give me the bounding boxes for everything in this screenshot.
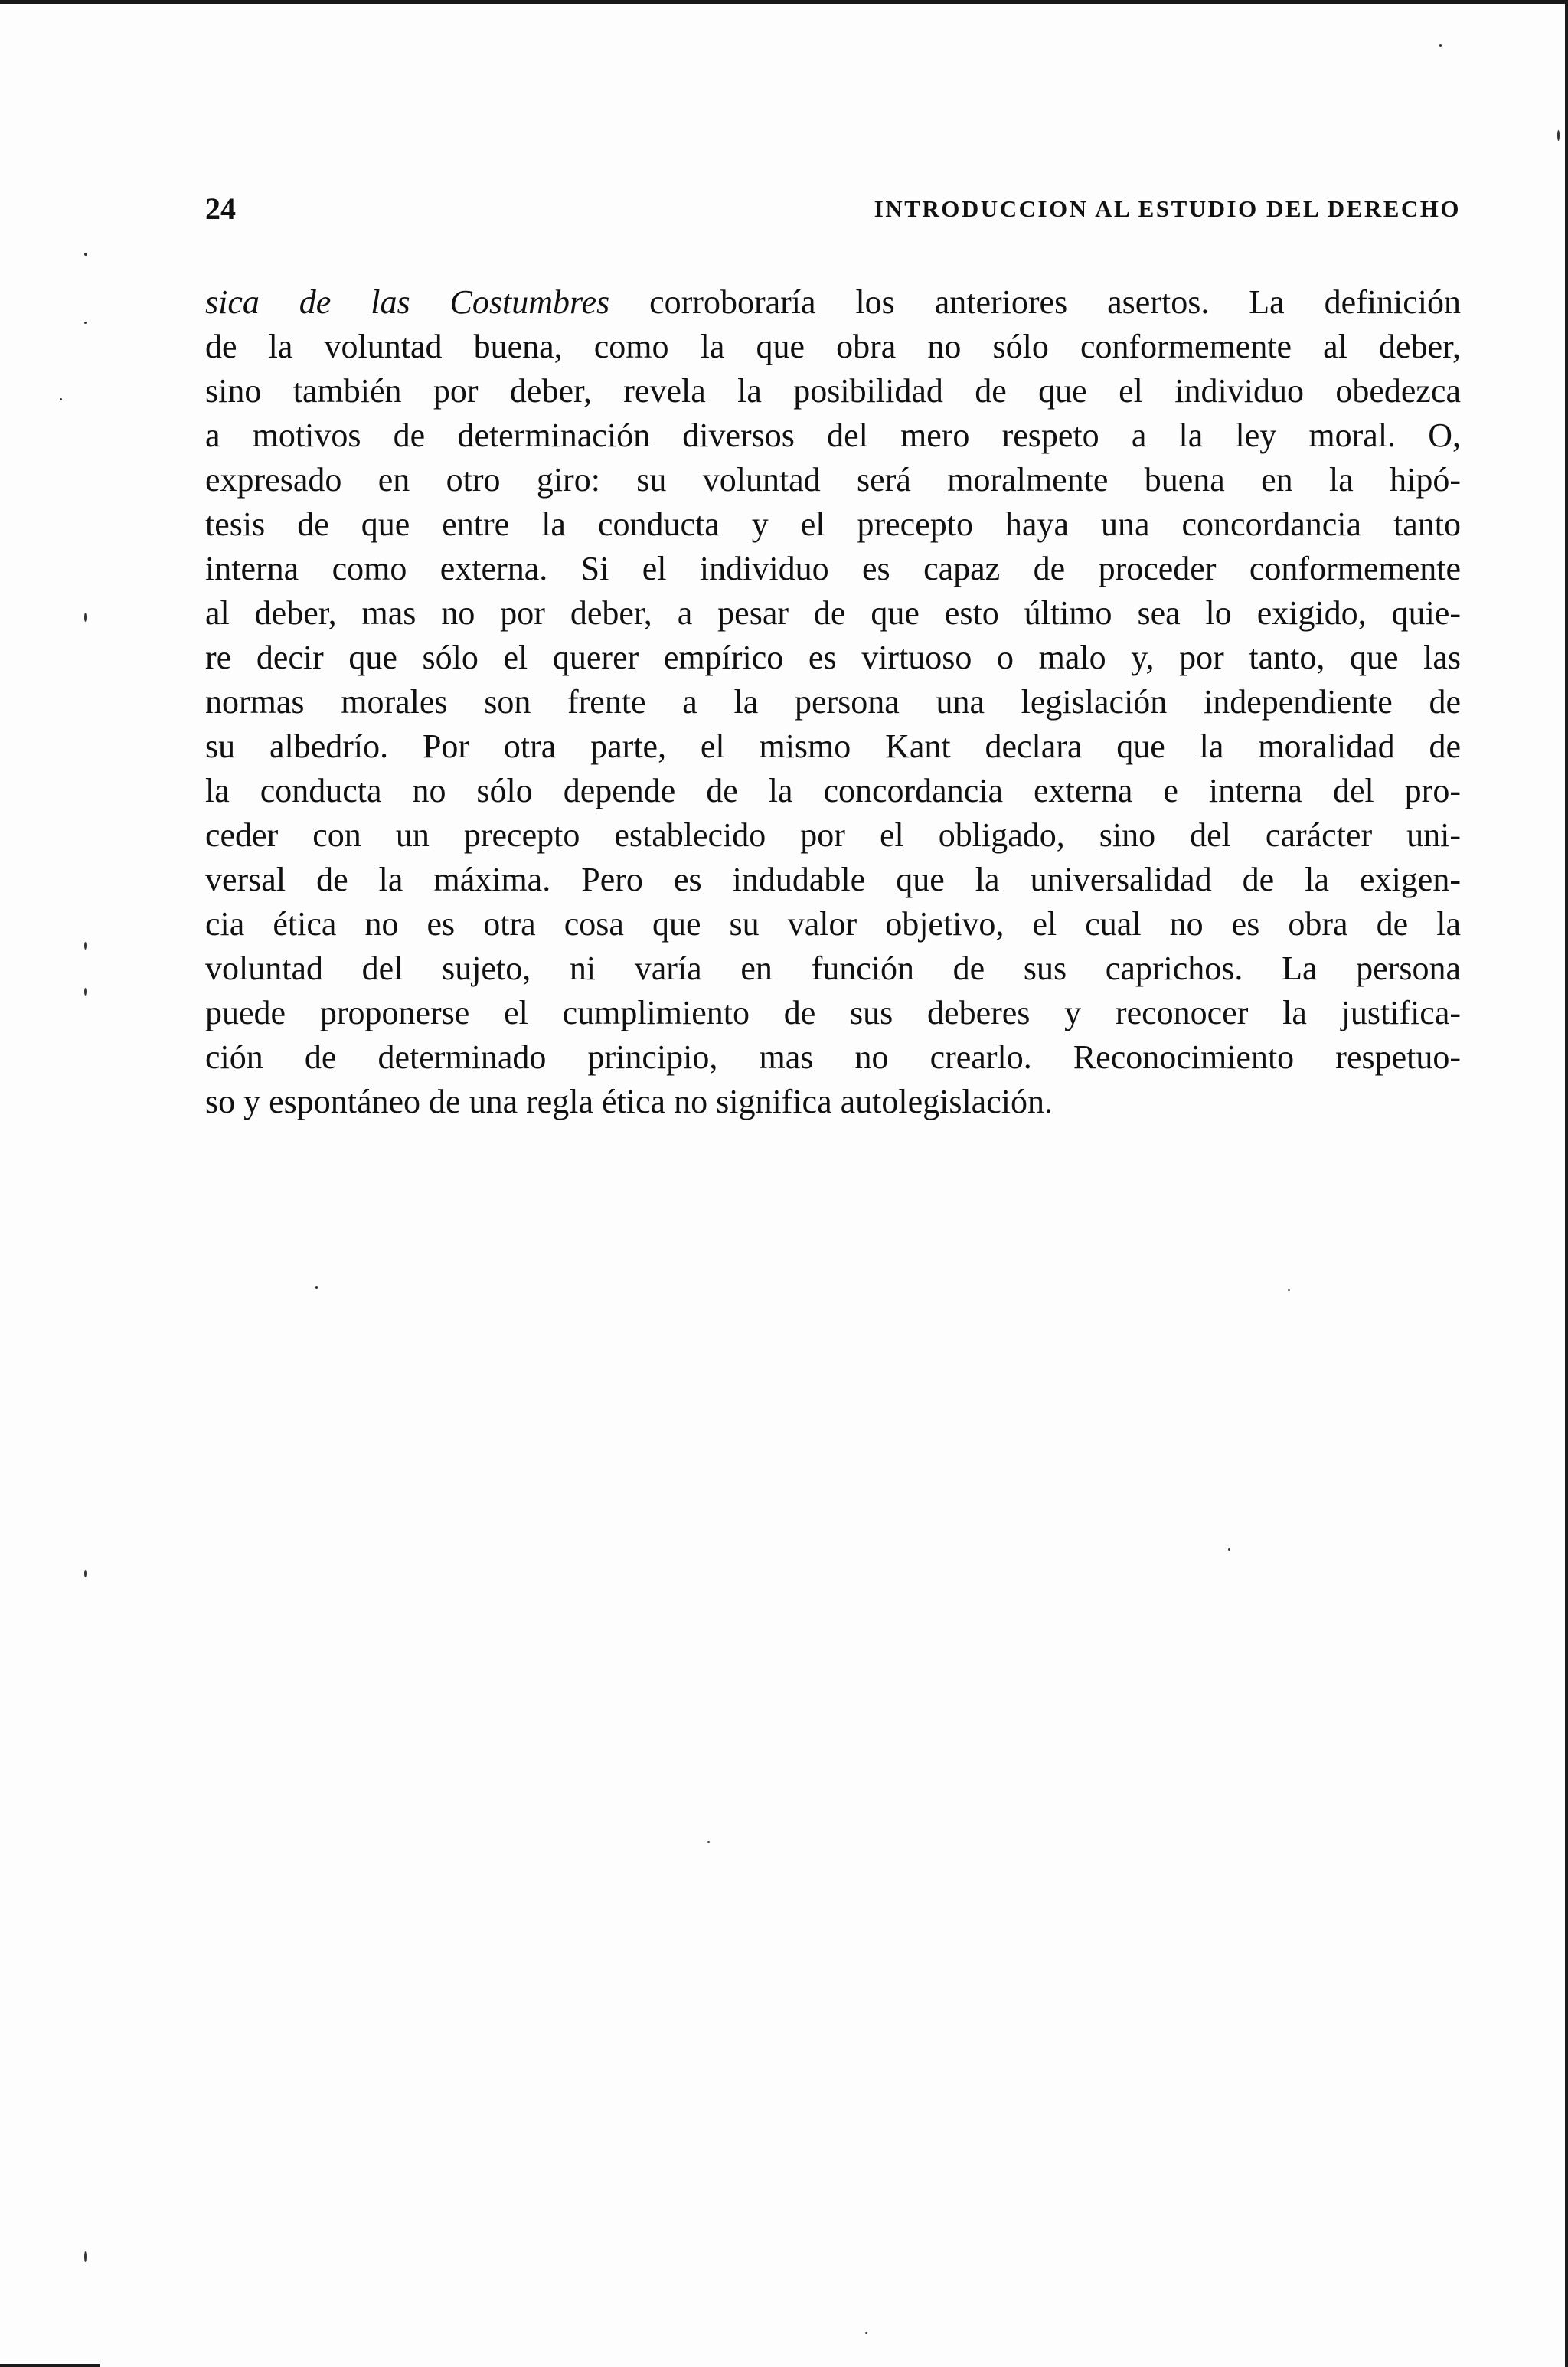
line-text: voluntad del sujeto, ni varía en función de sus caprichos. La persona <box>205 950 1461 987</box>
scan-speck <box>84 1570 87 1577</box>
scan-speck <box>84 988 87 996</box>
text-line <box>205 325 1461 369</box>
scan-speck <box>1288 1289 1290 1291</box>
italic-title: sica de las Costumbres <box>205 283 610 321</box>
line-text: interna como externa. Si el individuo es capaz de proceder conformemente <box>205 550 1461 587</box>
scan-speck <box>1228 1548 1230 1551</box>
scan-speck <box>1557 130 1560 141</box>
line-text: su albedrío. Por otra parte, el mismo Kant declara que la moralidad de <box>205 727 1461 765</box>
scan-edge-bottom <box>0 2364 100 2367</box>
text-line <box>205 502 1461 547</box>
line-text: al deber, mas no por deber, a pesar de que esto último sea lo exigido, quie- <box>205 594 1461 632</box>
scan-speck <box>707 1841 710 1843</box>
text-line <box>205 414 1461 458</box>
line-text: de la voluntad buena, como la que obra no sólo conformemente al deber, <box>205 328 1461 365</box>
line-text: sino también por deber, revela la posibilidad de que el individuo obedezca <box>205 372 1461 410</box>
scan-speck <box>84 942 87 950</box>
line-text: la conducta no sólo depende de la concordancia externa e interna del pro- <box>205 772 1461 809</box>
line-text: normas morales son frente a la persona una legislación independiente de <box>205 683 1461 721</box>
line-text: expresado en otro giro: su voluntad será moralmente buena en la hipó- <box>205 461 1461 499</box>
text-line <box>205 813 1461 858</box>
text-line <box>205 547 1461 591</box>
scan-speck <box>60 398 62 400</box>
line-text: so y espontáneo de una regla ética no significa autolegislación. <box>205 1083 1053 1120</box>
text-line <box>205 458 1461 502</box>
scan-edge-right <box>1565 0 1568 2367</box>
line-text: a motivos de determinación diversos del mero respeto a la ley moral. O, <box>205 417 1461 454</box>
scan-speck <box>315 1286 318 1289</box>
page-number: 24 <box>205 191 236 226</box>
text-line <box>205 369 1461 414</box>
text-line <box>205 991 1461 1035</box>
text-line <box>205 680 1461 724</box>
line-text: tesis de que entre la conducta y el precepto haya una concordancia tanto <box>205 505 1461 543</box>
text-line <box>205 946 1461 991</box>
line-text: re decir que sólo el querer empírico es virtuoso o malo y, por tanto, que las <box>205 639 1461 676</box>
line-text: corroboraría los anteriores asertos. La definición <box>609 283 1461 321</box>
page-header <box>205 190 1461 228</box>
scan-speck <box>84 613 87 622</box>
scan-speck <box>865 2332 867 2334</box>
line-text: ción de determinado principio, mas no crearlo. Reconocimiento respetuo- <box>205 1038 1461 1076</box>
running-head: INTRODUCCION AL ESTUDIO DEL DERECHO <box>874 195 1461 222</box>
line-text: cia ética no es otra cosa que su valor objetivo, el cual no es obra de la <box>205 905 1461 943</box>
text-line <box>205 1080 1461 1124</box>
text-line <box>205 769 1461 813</box>
scan-speck <box>84 2251 87 2262</box>
text-line <box>205 902 1461 946</box>
scan-speck <box>84 253 87 256</box>
scan-edge-top <box>0 0 1568 4</box>
text-line <box>205 280 1461 325</box>
text-line <box>205 724 1461 769</box>
line-text: puede proponerse el cumplimiento de sus deberes y reconocer la justifica- <box>205 994 1461 1031</box>
text-line <box>205 636 1461 680</box>
line-text: ceder con un precepto establecido por el obligado, sino del carácter uni- <box>205 816 1461 854</box>
body-paragraph <box>205 280 1461 1124</box>
scan-speck <box>84 322 87 324</box>
text-line <box>205 591 1461 636</box>
text-line <box>205 858 1461 902</box>
text-line <box>205 1035 1461 1080</box>
scan-speck <box>1439 44 1442 47</box>
line-text: versal de la máxima. Pero es indudable que la universalidad de la exigen- <box>205 861 1461 898</box>
